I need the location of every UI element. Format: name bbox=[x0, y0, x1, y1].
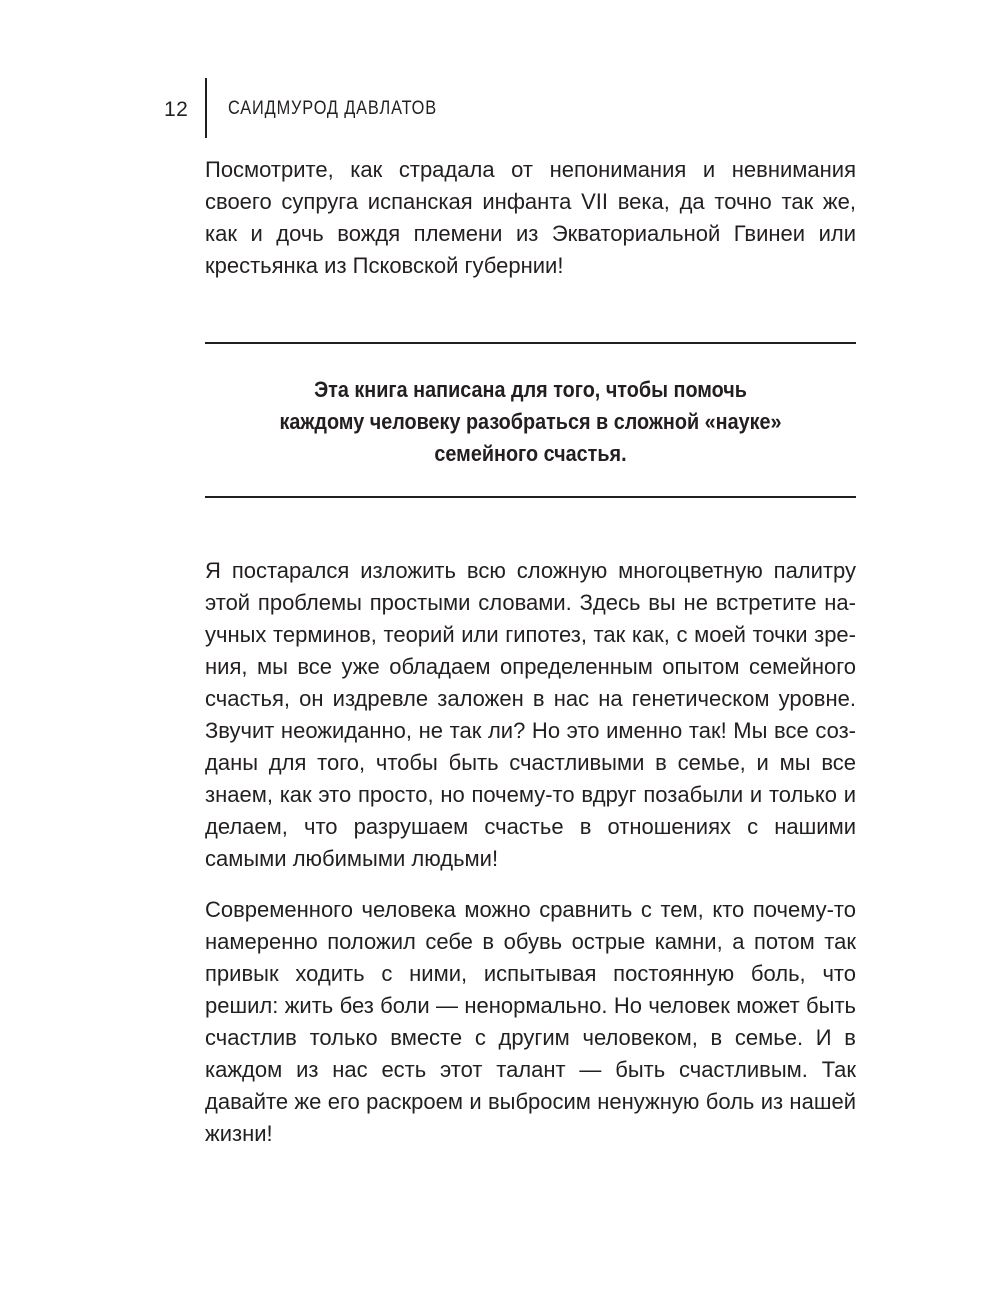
pull-quote-line: семейного счастья. bbox=[434, 441, 627, 466]
pull-quote-text bbox=[238, 374, 824, 470]
pull-quote-line: Эта книга написана для того, чтобы помочь bbox=[314, 377, 747, 402]
paragraph-second: Я постарался изложить всю сложную многоцветную палитру этой проблемы простыми словами. Здесь вы не встретите научных терминов, теорий или гипотез, так как, с моей точки зрения, мы все уже обладаем определенным опытом семейного счастья, он издревле заложен в нас на генетическом уровне. Звучит неожиданно, не так ли? Но это именно так! Мы все созданы для того, чтобы быть счастливыми в семье, и мы все знаем, как это просто, но почему-то вдруг позабыли и только и делаем, что разрушаем счастье в отношениях с нашими самыми любимыми людьми! bbox=[205, 558, 856, 871]
paragraph-third: Современного человека можно сравнить с тем, кто почему-то намеренно положил себе в обувь острые камни, а потом так привык ходить с ними, испытывая постоянную боль, что решил: жить без боли — ненормально. Но человек может быть счастлив только вместе с другим человеком, в семье. И в каждом из нас есть этот талант — быть счастливым. Так давайте же его раскроем и выбросим ненужную боль из нашей жизни! bbox=[205, 897, 856, 1146]
page-number: 12 bbox=[164, 98, 189, 121]
pull-quote bbox=[205, 342, 856, 498]
author-name: САИДМУРОД ДАВЛАТОВ bbox=[228, 98, 438, 119]
pull-quote-line: каждому человеку разобраться в сложной «науке» bbox=[279, 409, 782, 434]
header-divider bbox=[205, 78, 207, 138]
paragraph-intro: Посмотрите, как страдала от непонимания и невнимания своего супруга испанская инфанта VII века, да точно так же, как и дочь вождя племени из Экваториальной Гвинеи или крестьянка из Псковской губернии! bbox=[205, 157, 856, 278]
running-head bbox=[0, 0, 986, 140]
